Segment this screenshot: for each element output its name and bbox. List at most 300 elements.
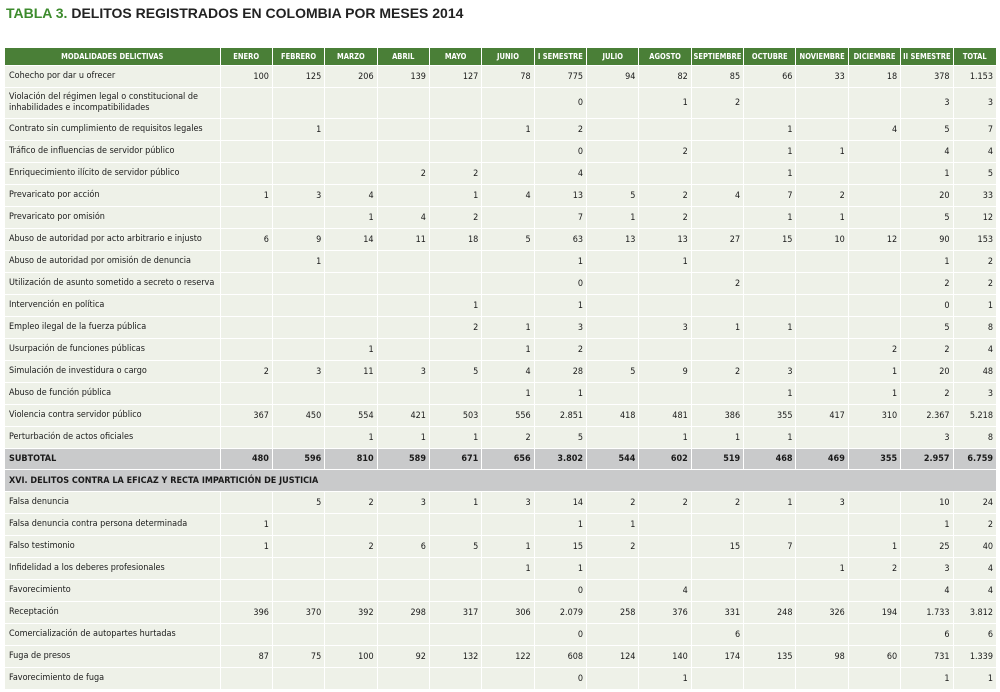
cell-value: 3 <box>377 492 429 514</box>
cell-value: 671 <box>429 449 481 470</box>
cell-value: 2.367 <box>901 405 953 427</box>
cell-value: 206 <box>325 66 377 88</box>
cell-value: 8 <box>953 427 996 449</box>
cell-value: 1 <box>429 295 481 317</box>
cell-value <box>639 383 691 405</box>
cell-value <box>691 514 743 536</box>
cell-value <box>220 163 272 185</box>
cell-value <box>587 317 639 339</box>
cell-value: 3 <box>377 361 429 383</box>
table-row <box>5 119 997 141</box>
column-header: SEPTIEMBRE <box>691 48 743 66</box>
cell-value: 1 <box>482 317 534 339</box>
cell-value: 417 <box>796 405 848 427</box>
cell-value: 3 <box>796 492 848 514</box>
cell-value <box>220 119 272 141</box>
cell-value: 2 <box>953 273 996 295</box>
cell-value: 1 <box>429 185 481 207</box>
cell-value: 2 <box>534 119 586 141</box>
cell-value: 1 <box>953 668 996 690</box>
cell-value: 2 <box>639 141 691 163</box>
column-header: ABRIL <box>377 48 429 66</box>
cell-value <box>482 207 534 229</box>
cell-value <box>691 339 743 361</box>
cell-value <box>796 536 848 558</box>
cell-value <box>744 295 796 317</box>
cell-value <box>848 427 900 449</box>
cell-value: 2 <box>901 273 953 295</box>
cell-value: 392 <box>325 602 377 624</box>
cell-value: 2.079 <box>534 602 586 624</box>
cell-value <box>272 163 324 185</box>
cell-value <box>744 339 796 361</box>
column-header: TOTAL <box>953 48 996 66</box>
cell-value: 4 <box>953 141 996 163</box>
cell-value: 33 <box>953 185 996 207</box>
cell-value <box>848 88 900 119</box>
column-header-modalidades: MODALIDADES DELICTIVAS <box>5 48 221 66</box>
cell-value: 556 <box>482 405 534 427</box>
cell-value <box>848 514 900 536</box>
cell-value: 127 <box>429 66 481 88</box>
cell-value: 481 <box>639 405 691 427</box>
cell-value <box>744 273 796 295</box>
table-row <box>5 295 997 317</box>
cell-value <box>220 492 272 514</box>
cell-value: 421 <box>377 405 429 427</box>
cell-value: 596 <box>272 449 324 470</box>
cell-value: 24 <box>953 492 996 514</box>
cell-value <box>639 119 691 141</box>
cell-value: 66 <box>744 66 796 88</box>
cell-value: 4 <box>639 580 691 602</box>
cell-value <box>220 383 272 405</box>
cell-value <box>482 273 534 295</box>
cell-value: 2 <box>429 163 481 185</box>
cell-value: 0 <box>534 624 586 646</box>
cell-value: 13 <box>587 229 639 251</box>
cell-value: 4 <box>901 141 953 163</box>
cell-value: 1 <box>534 514 586 536</box>
cell-value: 4 <box>901 580 953 602</box>
cell-value: 135 <box>744 646 796 668</box>
row-label: Usurpación de funciones públicas <box>5 339 221 361</box>
cell-value <box>325 317 377 339</box>
row-label: Utilización de asunto sometido a secreto o reserva <box>5 273 221 295</box>
cell-value <box>272 558 324 580</box>
cell-value: 1.153 <box>953 66 996 88</box>
cell-value: 355 <box>744 405 796 427</box>
cell-value: 2.851 <box>534 405 586 427</box>
cell-value: 554 <box>325 405 377 427</box>
cell-value <box>220 317 272 339</box>
cell-value: 1 <box>848 536 900 558</box>
cell-value: 608 <box>534 646 586 668</box>
cell-value: 1 <box>482 119 534 141</box>
cell-value <box>639 536 691 558</box>
cell-value: 6.759 <box>953 449 996 470</box>
cell-value: 14 <box>325 229 377 251</box>
cell-value: 3 <box>482 492 534 514</box>
column-header: AGOSTO <box>639 48 691 66</box>
table-title <box>6 3 463 23</box>
row-label: Falso testimonio <box>5 536 221 558</box>
cell-value: 2 <box>691 361 743 383</box>
cell-value <box>796 317 848 339</box>
cell-value: 1 <box>901 251 953 273</box>
cell-value: 1 <box>534 251 586 273</box>
table-row <box>5 427 997 449</box>
cell-value: 15 <box>744 229 796 251</box>
cell-value: 3 <box>534 317 586 339</box>
cell-value <box>744 88 796 119</box>
cell-value <box>220 207 272 229</box>
cell-value: 0 <box>534 580 586 602</box>
cell-value <box>325 119 377 141</box>
cell-value <box>796 668 848 690</box>
cell-value <box>848 624 900 646</box>
cell-value <box>691 668 743 690</box>
cell-value <box>429 580 481 602</box>
row-label: Empleo ilegal de la fuerza pública <box>5 317 221 339</box>
cell-value: 331 <box>691 602 743 624</box>
table-row <box>5 207 997 229</box>
cell-value: 5.218 <box>953 405 996 427</box>
cell-value: 15 <box>691 536 743 558</box>
row-label: Intervención en política <box>5 295 221 317</box>
cell-value: 1 <box>482 558 534 580</box>
cell-value: 2 <box>325 492 377 514</box>
cell-value <box>377 668 429 690</box>
cell-value: 1 <box>744 141 796 163</box>
row-label: Favorecimiento <box>5 580 221 602</box>
cell-value <box>220 668 272 690</box>
row-label: Abuso de autoridad por omisión de denuncia <box>5 251 221 273</box>
cell-value <box>429 339 481 361</box>
cell-value: 2 <box>220 361 272 383</box>
cell-value: 544 <box>587 449 639 470</box>
cell-value: 2 <box>639 492 691 514</box>
cell-value: 1 <box>639 88 691 119</box>
cell-value: 396 <box>220 602 272 624</box>
row-label: Tráfico de influencias de servidor público <box>5 141 221 163</box>
cell-value <box>272 536 324 558</box>
cell-value: 1 <box>534 295 586 317</box>
cell-value <box>587 668 639 690</box>
table-row <box>5 646 997 668</box>
cell-value <box>587 383 639 405</box>
cell-value: 122 <box>482 646 534 668</box>
cell-value: 2 <box>482 427 534 449</box>
cell-value <box>848 295 900 317</box>
table-row <box>5 339 997 361</box>
cell-value: 1 <box>639 668 691 690</box>
cell-value: 12 <box>953 207 996 229</box>
cell-value <box>744 580 796 602</box>
cell-value <box>429 668 481 690</box>
cell-value <box>587 141 639 163</box>
cell-value: 2 <box>587 536 639 558</box>
cell-value <box>848 273 900 295</box>
row-label: Perturbación de actos oficiales <box>5 427 221 449</box>
cell-value <box>639 558 691 580</box>
cell-value: 418 <box>587 405 639 427</box>
row-label: Infidelidad a los deberes profesionales <box>5 558 221 580</box>
cell-value: 1 <box>325 207 377 229</box>
cell-value <box>377 514 429 536</box>
cell-value: 306 <box>482 602 534 624</box>
cell-value <box>377 185 429 207</box>
cell-value: 1 <box>272 119 324 141</box>
cell-value: 4 <box>953 558 996 580</box>
cell-value: 87 <box>220 646 272 668</box>
cell-value: 9 <box>639 361 691 383</box>
cell-value <box>587 273 639 295</box>
cell-value <box>220 580 272 602</box>
row-label: Prevaricato por acción <box>5 185 221 207</box>
cell-value <box>848 492 900 514</box>
cell-value: 1 <box>848 383 900 405</box>
cell-value <box>587 88 639 119</box>
table-row <box>5 273 997 295</box>
cell-value: 4 <box>953 339 996 361</box>
cell-value <box>482 88 534 119</box>
cell-value <box>325 383 377 405</box>
cell-value <box>691 580 743 602</box>
cell-value <box>691 383 743 405</box>
cell-value: 18 <box>848 66 900 88</box>
cell-value <box>482 141 534 163</box>
cell-value: 1 <box>220 536 272 558</box>
cell-value: 2 <box>377 163 429 185</box>
cell-value: 248 <box>744 602 796 624</box>
cell-value: 0 <box>534 88 586 119</box>
cell-value: 6 <box>220 229 272 251</box>
cell-value: 100 <box>325 646 377 668</box>
cell-value: 1.339 <box>953 646 996 668</box>
cell-value <box>325 88 377 119</box>
cell-value: 1 <box>744 317 796 339</box>
row-label: Comercialización de autopartes hurtadas <box>5 624 221 646</box>
cell-value: 310 <box>848 405 900 427</box>
cell-value <box>744 251 796 273</box>
cell-value: 48 <box>953 361 996 383</box>
cell-value: 5 <box>901 207 953 229</box>
cell-value: 3 <box>901 427 953 449</box>
cell-value: 1 <box>482 339 534 361</box>
crime-table <box>4 47 997 690</box>
cell-value: 1 <box>482 383 534 405</box>
cell-value <box>482 251 534 273</box>
cell-value <box>691 163 743 185</box>
cell-value: 40 <box>953 536 996 558</box>
cell-value <box>272 427 324 449</box>
cell-value: 1 <box>587 514 639 536</box>
cell-value <box>377 339 429 361</box>
table-row <box>5 185 997 207</box>
cell-value <box>325 668 377 690</box>
cell-value: 317 <box>429 602 481 624</box>
cell-value <box>482 163 534 185</box>
cell-value <box>691 141 743 163</box>
cell-value: 2 <box>587 492 639 514</box>
cell-value <box>272 339 324 361</box>
cell-value: 0 <box>534 141 586 163</box>
cell-value <box>691 295 743 317</box>
cell-value: 1 <box>744 163 796 185</box>
cell-value <box>482 514 534 536</box>
column-header: JUNIO <box>482 48 534 66</box>
cell-value: 5 <box>429 536 481 558</box>
table-number: TABLA 3. <box>6 5 68 21</box>
cell-value: 75 <box>272 646 324 668</box>
column-header: II SEMESTRE <box>901 48 953 66</box>
cell-value: 2 <box>953 514 996 536</box>
cell-value: 153 <box>953 229 996 251</box>
cell-value: 3 <box>953 88 996 119</box>
cell-value: 27 <box>691 229 743 251</box>
cell-value <box>429 141 481 163</box>
cell-value <box>796 295 848 317</box>
table-row <box>5 580 997 602</box>
cell-value: 100 <box>220 66 272 88</box>
cell-value: 10 <box>901 492 953 514</box>
cell-value <box>848 580 900 602</box>
cell-value <box>272 317 324 339</box>
cell-value <box>796 88 848 119</box>
column-header: DICIEMBRE <box>848 48 900 66</box>
cell-value: 6 <box>901 624 953 646</box>
cell-value: 82 <box>639 66 691 88</box>
cell-value <box>272 295 324 317</box>
cell-value: 90 <box>901 229 953 251</box>
cell-value <box>272 514 324 536</box>
cell-value: 2 <box>848 558 900 580</box>
cell-value: 5 <box>534 427 586 449</box>
cell-value: 2 <box>848 339 900 361</box>
table-title-text: DELITOS REGISTRADOS EN COLOMBIA POR MESES 2014 <box>67 5 464 21</box>
cell-value <box>377 317 429 339</box>
cell-value <box>377 88 429 119</box>
cell-value: 1 <box>482 536 534 558</box>
cell-value <box>220 295 272 317</box>
cell-value <box>587 163 639 185</box>
cell-value <box>377 251 429 273</box>
table-row <box>5 668 997 690</box>
cell-value: 1 <box>534 558 586 580</box>
cell-value: 589 <box>377 449 429 470</box>
cell-value <box>796 251 848 273</box>
cell-value: 0 <box>534 273 586 295</box>
cell-value: 1 <box>429 427 481 449</box>
column-header: MARZO <box>325 48 377 66</box>
row-label: Contrato sin cumplimiento de requisitos legales <box>5 119 221 141</box>
cell-value: 10 <box>796 229 848 251</box>
cell-value: 258 <box>587 602 639 624</box>
cell-value: 13 <box>639 229 691 251</box>
cell-value: 1.733 <box>901 602 953 624</box>
table-row <box>5 317 997 339</box>
cell-value: 2 <box>901 339 953 361</box>
column-header: ENERO <box>220 48 272 66</box>
cell-value: 2 <box>429 317 481 339</box>
cell-value: 1 <box>744 492 796 514</box>
row-label: Fuga de presos <box>5 646 221 668</box>
cell-value: 4 <box>482 361 534 383</box>
cell-value <box>220 273 272 295</box>
cell-value: 2 <box>691 88 743 119</box>
table-row <box>5 251 997 273</box>
cell-value <box>272 383 324 405</box>
cell-value <box>272 141 324 163</box>
cell-value: 7 <box>744 536 796 558</box>
cell-value <box>587 624 639 646</box>
column-header: OCTUBRE <box>744 48 796 66</box>
cell-value: 1 <box>429 492 481 514</box>
cell-value: 0 <box>901 295 953 317</box>
cell-value <box>377 141 429 163</box>
cell-value: 469 <box>796 449 848 470</box>
cell-value: 519 <box>691 449 743 470</box>
cell-value: 2 <box>691 492 743 514</box>
cell-value: 12 <box>848 229 900 251</box>
cell-value: 1 <box>639 427 691 449</box>
cell-value: 7 <box>953 119 996 141</box>
cell-value <box>744 514 796 536</box>
cell-value: 2 <box>639 207 691 229</box>
row-label: Favorecimiento de fuga <box>5 668 221 690</box>
cell-value <box>325 295 377 317</box>
row-label: SUBTOTAL <box>5 449 221 470</box>
cell-value <box>691 251 743 273</box>
section-header-row <box>5 470 997 492</box>
cell-value: 5 <box>272 492 324 514</box>
cell-value <box>691 207 743 229</box>
cell-value <box>639 295 691 317</box>
cell-value <box>796 361 848 383</box>
cell-value <box>377 383 429 405</box>
cell-value <box>482 295 534 317</box>
cell-value: 5 <box>482 229 534 251</box>
cell-value: 4 <box>848 119 900 141</box>
cell-value: 6 <box>377 536 429 558</box>
cell-value <box>587 580 639 602</box>
cell-value <box>639 514 691 536</box>
cell-value: 1 <box>848 361 900 383</box>
cell-value <box>587 119 639 141</box>
cell-value: 7 <box>744 185 796 207</box>
table-row <box>5 88 997 119</box>
cell-value <box>220 88 272 119</box>
cell-value <box>796 514 848 536</box>
cell-value: 602 <box>639 449 691 470</box>
cell-value <box>796 119 848 141</box>
cell-value: 2 <box>796 185 848 207</box>
cell-value: 2 <box>639 185 691 207</box>
table-row <box>5 558 997 580</box>
cell-value: 1 <box>901 163 953 185</box>
cell-value <box>848 185 900 207</box>
cell-value: 5 <box>901 119 953 141</box>
cell-value <box>744 668 796 690</box>
cell-value <box>587 251 639 273</box>
cell-value: 8 <box>953 317 996 339</box>
cell-value <box>744 558 796 580</box>
cell-value <box>220 427 272 449</box>
cell-value: 503 <box>429 405 481 427</box>
cell-value: 1 <box>901 514 953 536</box>
row-label: Enriquecimiento ilícito de servidor público <box>5 163 221 185</box>
